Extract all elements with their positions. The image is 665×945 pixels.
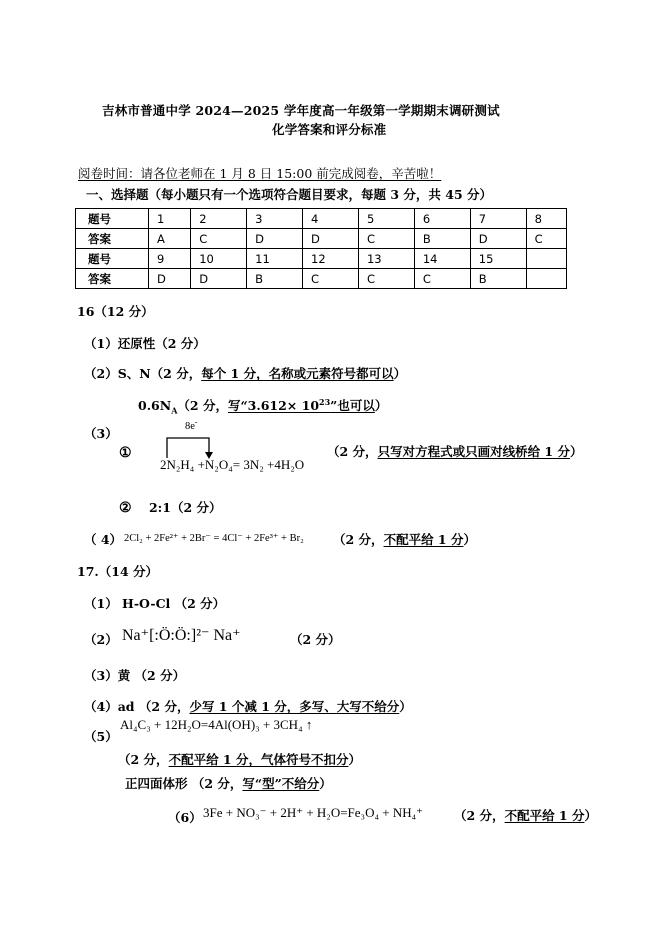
q17-part5-shape: [125, 774, 332, 792]
q17-part4: [84, 697, 412, 715]
score-prefix: （2 分，: [327, 444, 378, 459]
amount-note-sup: 23: [319, 396, 331, 407]
table-cell: C: [191, 229, 247, 249]
section-1-heading: 一、选择题（每小题只有一个选项符合题目要求，每题 3 分，共 45 分）: [86, 187, 493, 202]
table-cell: C: [414, 269, 470, 289]
q17-part5-score: [118, 750, 361, 768]
table-cell: D: [191, 269, 247, 289]
score-note: 只写对方程式或只画对线桥给 1 分: [377, 444, 570, 459]
q16-part3-label: （3）: [84, 426, 118, 441]
document-title: 吉林市普通中学 2024—2025 学年度高一年级第一学期期末调研测试: [102, 103, 500, 118]
electron-sign: -: [194, 417, 198, 427]
table-cell: D: [470, 229, 526, 249]
q17-heading: 17.（14 分）: [77, 564, 158, 579]
row-label: 题号: [76, 209, 149, 229]
table-cell: 12: [303, 249, 359, 269]
part4-prefix: （4）ad （2 分，: [84, 699, 190, 714]
table-cell: 9: [149, 249, 191, 269]
q16-part2-note: 每个 1 分，名称或元素符号都可以: [201, 366, 394, 381]
electron-dot-formula: Na⁺[:Ö:Ö:]²⁻ Na⁺: [122, 627, 241, 644]
table-cell: C: [358, 269, 414, 289]
q17-part3: （3）黄 （2 分）: [84, 668, 186, 683]
q17-part2-label: （2）: [84, 632, 118, 647]
electron-count: 8e: [185, 421, 195, 432]
table-cell: B: [470, 269, 526, 289]
q17-part6-label: （6）: [168, 810, 202, 825]
amount-note-post: ”也可以: [330, 398, 375, 413]
score-suffix: ）: [584, 808, 597, 823]
table-cell: C: [358, 229, 414, 249]
table-cell: 15: [470, 249, 526, 269]
table-cell: 10: [191, 249, 247, 269]
table-cell: A: [149, 229, 191, 249]
q16-part2-prefix: （2）S、N（2 分，: [84, 366, 202, 381]
q16-part3-score: [327, 442, 582, 460]
table-cell: 6: [414, 209, 470, 229]
amount-note-pre: 写“3.612× 10: [227, 398, 320, 413]
table-cell: B: [414, 229, 470, 249]
q16-part2: [84, 364, 406, 382]
score-note: 不配平给 1 分: [383, 532, 464, 547]
q16-part4-score: [333, 530, 476, 548]
score-suffix: ）: [348, 752, 361, 767]
q16-part2-suffix: ）: [393, 366, 407, 381]
redox-equation: 2N₂H₄ +N₂O₄= 3N₂ +4H₂O: [160, 457, 305, 472]
grading-notice: 阅卷时间：请各位老师在 1 月 8 日 15:00 前完成阅卷，辛苦啦！: [78, 166, 442, 181]
q17-part2-score: （2 分）: [290, 632, 341, 647]
amount-note: [228, 398, 375, 413]
electron-label: [185, 417, 198, 432]
table-cell: 8: [526, 209, 566, 229]
score-suffix: ）: [569, 444, 583, 459]
amount-subscript: A: [171, 405, 178, 416]
hydrolysis-equation: Al₄C₃ + 12H₂O=4Al(OH)₃ + 3CH₄ ↑: [120, 717, 313, 732]
score-note: 不配平给 1 分: [504, 808, 585, 823]
row-label: 题号: [76, 249, 149, 269]
part4-suffix: ）: [399, 699, 412, 714]
table-cell: 14: [414, 249, 470, 269]
row-label: 答案: [76, 269, 149, 289]
amount-value: 0.6N: [138, 398, 172, 413]
table-cell: B: [247, 269, 303, 289]
answer-table: [75, 208, 567, 289]
q16-part2-amount: [138, 396, 387, 414]
circle-two: ②: [119, 500, 132, 516]
table-cell: [526, 269, 566, 289]
q17-part5-label: （5）: [84, 729, 118, 744]
row-label: 答案: [76, 229, 149, 249]
table-cell: C: [526, 229, 566, 249]
table-cell: 11: [247, 249, 303, 269]
table-cell: [526, 249, 566, 269]
table-row: [76, 209, 567, 229]
score-prefix: （2 分，: [454, 808, 505, 823]
table-cell: 7: [470, 209, 526, 229]
table-cell: 13: [358, 249, 414, 269]
score-note: 不配平给 1 分，气体符号不扣分: [168, 752, 349, 767]
part4-note: 少写 1 个减 1 分，多写、大写不给分: [189, 699, 400, 714]
circle-one: ①: [119, 445, 132, 461]
table-row: [76, 229, 567, 249]
score-prefix: （2 分，: [118, 752, 169, 767]
table-row: [76, 249, 567, 269]
redox-equation-6: 3Fe + NO₃⁻ + 2H⁺ + H₂O=Fe₃O₄ + NH₄⁺: [203, 805, 424, 820]
table-cell: 1: [149, 209, 191, 229]
q16-part3-ratio: [119, 498, 222, 516]
q16-part1: （1）还原性（2 分）: [84, 336, 206, 351]
shape-note: 写“型”不给分: [242, 776, 320, 791]
table-row: [76, 269, 567, 289]
table-cell: D: [303, 229, 359, 249]
score-suffix: ）: [463, 532, 476, 547]
q16-part4-label: （ 4）: [84, 532, 123, 547]
q17-part1: （1） H-O-Cl （2 分）: [84, 596, 226, 611]
table-cell: 2: [191, 209, 247, 229]
score-prefix: （2 分，: [333, 532, 384, 547]
shape-prefix: 正四面体形 （2 分，: [125, 776, 243, 791]
table-cell: D: [149, 269, 191, 289]
amount-middle: （2 分，: [177, 398, 228, 413]
table-cell: C: [303, 269, 359, 289]
ratio-text: 2:1（2 分）: [148, 500, 222, 515]
table-cell: 4: [303, 209, 359, 229]
amount-close: ）: [374, 398, 388, 413]
q16-heading: 16（12 分）: [77, 304, 154, 319]
table-cell: D: [247, 229, 303, 249]
shape-suffix: ）: [319, 776, 332, 791]
table-cell: 5: [358, 209, 414, 229]
table-cell: 3: [247, 209, 303, 229]
q17-part6-score: [454, 806, 597, 824]
document-subtitle: 化学答案和评分标准: [272, 122, 387, 137]
ionic-equation: 2Cl₂ + 2Fe²⁺ + 2Br⁻ = 4Cl⁻ + 2Fe³⁺ + Br₂: [124, 533, 304, 544]
